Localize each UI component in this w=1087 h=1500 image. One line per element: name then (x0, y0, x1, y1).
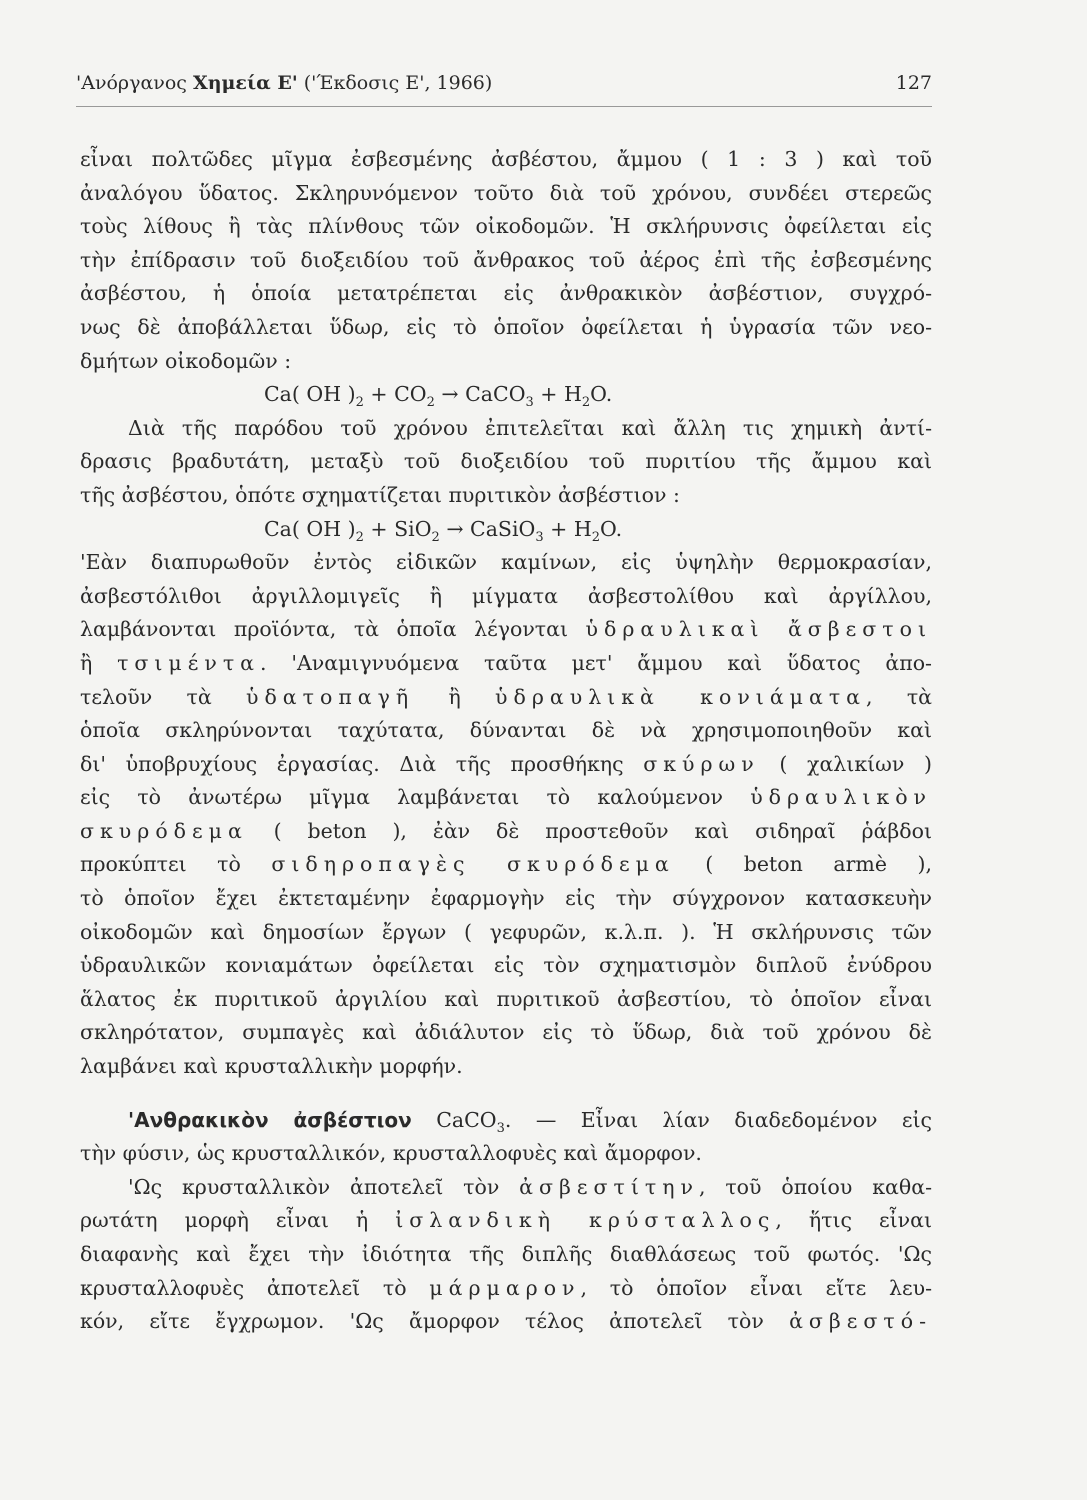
spaced-term: ἀσβεστό- (789, 1309, 932, 1334)
text-line: 'Ως κρυσταλλικὸν ἀποτελεῖ τὸν ἀσβεστίτην, τοῦ ὁποίου καθα- (128, 1174, 932, 1199)
text-line: ἀσβεστόλιθοι ἀργιλλομιγεῖς ἢ μίγματα ἀσβεστολίθου καὶ ἀργίλλου, (80, 583, 932, 608)
spaced-term: σκύρων (643, 751, 760, 776)
body-text (80, 143, 932, 1339)
text-line: τελοῦν τὰ ὑδατοπαγῆ ἢ ὑδραυλικὰ κονιάματα, τὰ (80, 684, 932, 709)
text-line: σκληρότατον, συμπαγὲς καὶ ἀδιάλυτον εἰς τὸ ὕδωρ, διὰ τοῦ χρόνου δὲ (80, 1020, 932, 1045)
spaced-term: σιδηροπαγὲς σκυρόδεμα (271, 852, 675, 877)
spaced-term: μάρμαρον (429, 1275, 581, 1300)
text-line: λαμβάνει καὶ κρυσταλλικὴν μορφήν. (80, 1054, 463, 1079)
spaced-term: ἰσλανδικὴ κρύσταλλος (395, 1208, 776, 1233)
text-line: ὑδραυλικῶν κονιαμάτων ὀφείλεται εἰς τὸν σχηματισμὸν διπλοῦ ἐνύδρου (80, 953, 932, 978)
text-line: ἢ τσιμέντα. 'Αναμιγνυόμενα ταῦτα μετ' ἄμμου καὶ ὕδατος ἀπο- (80, 650, 932, 675)
text-line: ὁποῖα σκληρύνονται ταχύτατα, δύνανται δὲ νὰ χρησιμοποιηθοῦν καὶ (80, 718, 932, 743)
equation-silicate: Ca( OH )$_2 + SiO_2$ → CaSiO$_3$ + $H_2O$. (264, 516, 623, 545)
text-line: τὴν φύσιν, ὡς κρυσταλλικόν, κρυσταλλοφυὲς καὶ ἄμορφον. (80, 1141, 702, 1166)
running-header (76, 72, 932, 107)
text-line: ἀναλόγου ὕδατος. Σκληρυνόμενον τοῦτο διὰ τοῦ χρόνου, συνδέει στερεῶς (80, 180, 932, 205)
spaced-term: ὑδραυλικὸν (750, 785, 932, 810)
text-line: οἰκοδομῶν καὶ δημοσίων ἔργων ( γεφυρῶν, κ.λ.π. ). Ἡ σκλήρυνσις τῶν (80, 919, 932, 944)
text-line: Διὰ τῆς παρόδου τοῦ χρόνου ἐπιτελεῖται καὶ ἄλλη τις χημικὴ ἀντί- (128, 415, 932, 440)
text-line: ἅλατος ἐκ πυριτικοῦ ἀργιλίου καὶ πυριτικοῦ ἀσβεστίου, τὸ ὁποῖον εἶναι (80, 986, 932, 1011)
text-line: νως δὲ ἀποβάλλεται ὕδωρ, εἰς τὸ ὁποῖον ὀφείλεται ἡ ὑγρασία τῶν νεο- (80, 314, 932, 339)
section-heading: 'Ανθρακικὸν ἀσβέστιον (128, 1107, 412, 1132)
text-line: τὴν ἐπίδρασιν τοῦ διοξειδίου τοῦ ἄνθρακος τοῦ ἀέρος ἐπὶ τῆς ἐσβεσμένης (80, 247, 932, 272)
text-line: σκυρόδεμα ( beton ), ἐὰν δὲ προστεθοῦν καὶ σιδηραῖ ῥάβδοι (80, 818, 932, 843)
spaced-term: ἀσβεστίτην (519, 1174, 699, 1199)
section-heading-line: 'Ανθρακικὸν ἀσβέστιον CaCO$_3$. — Εἶναι λίαν διαδεδομένον εἰς (128, 1107, 932, 1136)
text-line: δμήτων οἰκοδομῶν : (80, 348, 292, 373)
text-line: προκύπτει τὸ σιδηροπαγὲς σκυρόδεμα ( beton armè ), (80, 852, 932, 877)
spaced-term: ὑδραυλικὰ κονιάματα (495, 684, 867, 709)
page-number: 127 (895, 72, 932, 94)
equation-carbonation: Ca( OH )$_2 + CO_2$ → CaCO$_3$ + $H_2O$. (264, 382, 613, 411)
spaced-term: σκυρόδεμα (80, 818, 248, 843)
text-line: τῆς ἀσβέστου, ὁπότε σχηματίζεται πυριτικὸν ἀσβέστιον : (80, 482, 680, 507)
spaced-term: ὑδατοπαγῆ (245, 684, 415, 709)
text-line: δρασις βραδυτάτη, μεταξὺ τοῦ διοξειδίου τοῦ πυριτίου τῆς ἄμμου καὶ (80, 449, 932, 474)
spaced-term: τσιμέντα (117, 650, 261, 675)
text-line: λαμβάνονται προϊόντα, τὰ ὁποῖα λέγονται ὑδραυλικαὶ ἄσβεστοι (80, 617, 932, 642)
text-line: εἶναι πολτῶδες μῖγμα ἐσβεσμένης ἀσβέστου, ἄμμου ( 1 : 3 ) καὶ τοῦ (80, 147, 932, 171)
text-line: διαφανὴς καὶ ἔχει τὴν ἰδιότητα τῆς διπλῆς διαθλάσεως τοῦ φωτός. 'Ως (80, 1242, 932, 1266)
text-line: ἀσβέστου, ἡ ὁποία μετατρέπεται εἰς ἀνθρακικὸν ἀσβέστιον, συγχρό- (80, 281, 932, 306)
text-line: κόν, εἴτε ἔγχρωμον. 'Ως ἄμορφον τέλος ἀποτελεῖ τὸν ἀσβεστό- (80, 1309, 932, 1334)
header-title: 'Ανόργανος Χημεία Ε' ('Έκδοσις Ε', 1966) (76, 72, 493, 94)
text-line: 'Εὰν διαπυρωθοῦν ἐντὸς εἰδικῶν καμίνων, εἰς ὑψηλὴν θερμοκρασίαν, (80, 550, 932, 575)
text-line: κρυσταλλοφυὲς ἀποτελεῖ τὸ μάρμαρον, τὸ ὁποῖον εἶναι εἴτε λευ- (80, 1275, 932, 1300)
text-line: εἰς τὸ ἀνωτέρω μῖγμα λαμβάνεται τὸ καλούμενον ὑδραυλικὸν (80, 785, 932, 810)
text-line: τὸ ὁποῖον ἔχει ἐκτεταμένην ἐφαρμογὴν εἰς τὴν σύγχρονον κατασκευὴν (80, 886, 932, 911)
text-line: ρωτάτη μορφὴ εἶναι ἡ ἰσλανδικὴ κρύσταλλος, ἥτις εἶναι (80, 1208, 933, 1233)
text-line: τοὺς λίθους ἢ τὰς πλίνθους τῶν οἰκοδομῶν. Ἡ σκλήρυνσις ὀφείλεται εἰς (80, 214, 932, 239)
text-line: δι' ὑποβρυχίους ἐργασίας. Διὰ τῆς προσθήκης σκύρων ( χαλικίων ) (80, 751, 933, 776)
spaced-term: ὑδραυλικαὶ ἄσβεστοι (585, 617, 932, 642)
